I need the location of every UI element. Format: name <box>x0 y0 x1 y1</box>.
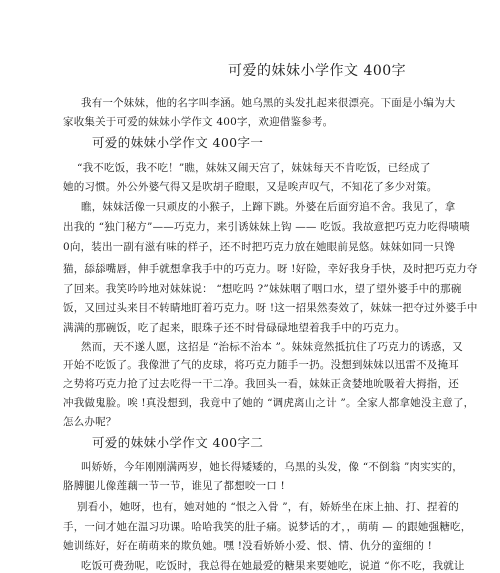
paragraph-line: 冲我做鬼脸。唉 !真没想到，我竟中了她的 “调虎离山之计 ”。全家人都拿她没主意了， <box>63 397 475 409</box>
paragraph-line: 之势将巧克力抢了过去吃得一干二净。我回头一看，妹妹正贪婪地吮吸着大拇指，还 <box>63 378 459 390</box>
paragraph-line: 然而，天不遂人愿，这招是 “治标不治本 ”。妹妹竟然抵抗住了巧克力的诱惑，又 <box>81 341 464 353</box>
paragraph-line: 她的习惯。外公外婆气得又是吹胡子瞪眼，又是唉声叹气，不知花了多少对策。 <box>63 181 438 193</box>
paragraph-line: 饭，又回过头来目不转睛地盯着巧克力。呀 !这一招果然奏效了，妹妹一把夺过外婆手中 <box>63 302 478 314</box>
section-heading: 可爱的妹妹小学作文 400字一 <box>92 135 264 150</box>
section-heading: 可爱的妹妹小学作文 400字二 <box>92 435 264 450</box>
paragraph-line: 了回来。我笑吟吟地对妹妹说： “想吃吗 ?”妹妹咽了咽口水，望了望外婆手中的那碗 <box>63 283 462 295</box>
document-title: 可爱的妹妹小学作文 400字 <box>228 63 407 79</box>
paragraph-line: 猫，舔舔嘴唇，伸手就想拿我手中的巧克力。呀 !好险，幸好我身手快，及时把巧克力夺 <box>63 263 478 275</box>
paragraph-line: 吃饭可费劲呢，吃饭时，我总得在她最爱的糖果来要她吃，说道 “你不吃，我就让 <box>81 560 465 572</box>
intro-line: 我有一个妹妹，他的名字叫李涵。她乌黑的头发扎起来很漂亮。下面是小编为大 <box>81 97 456 109</box>
paragraph-line: 0向，装出一副有滋有味的样子，还不时把巧克力放在她眼前晃悠。妹妹如同一只馋 <box>63 241 456 253</box>
paragraph-line: 出我的 “独门秘方”——巧克力，来引诱妹妹上钩 —— 吃饭。我故意把巧克力吃得啧啧 <box>63 221 470 233</box>
paragraph-line: 叫娇娇，今年刚刚满两岁，她长得矮矮的，乌黑的头发，像 “不倒翁 ”肉实实的， <box>81 461 464 473</box>
paragraph-line: “我不吃饭，我不吃！”瞧，妹妹又闹天宫了，妹妹每天不肯吃饭，已经成了 <box>77 162 431 174</box>
paragraph-line: 怎么办呢？ <box>63 416 117 428</box>
paragraph-line: 她训练好，好在萌萌来的欺负她。嘿 !没看娇娇小爱、恨、情、仇分的蛮细的 ! <box>63 540 433 552</box>
paragraph-line: 手，一问才她在温习功课。哈哈我笑的肚子痛。说梦话的才，，萌萌 — 的跟她强糖吃， <box>63 521 472 533</box>
paragraph-line: 开始不吃饭了。我像泄了气的皮球，将巧克力随手一扔。没想到妹妹以迅雷不及掩耳 <box>63 359 459 371</box>
intro-line: 家收集关于可爱的妹妹小学作文 400字，欢迎借鉴参考。 <box>63 116 334 128</box>
paragraph-line: 胳膊腿儿像莲藕一节一节，谁见了都想咬一口 ! <box>63 480 285 492</box>
paragraph-line: 满满的那碗饭，吃了起来，眼珠子还不时骨碌碌地望着我手中的巧克力。 <box>63 322 406 334</box>
paragraph-line: 瞧，妹妹活像一只顽皮的小猴子，上蹿下跳。外婆在后面穷追不舍。我见了，拿 <box>81 201 456 213</box>
paragraph-line: 别看小，她呀，也有，她对她的 “恨之入骨 ”，有，娇娇坐在床上抽、打、捏着的 <box>77 501 460 513</box>
